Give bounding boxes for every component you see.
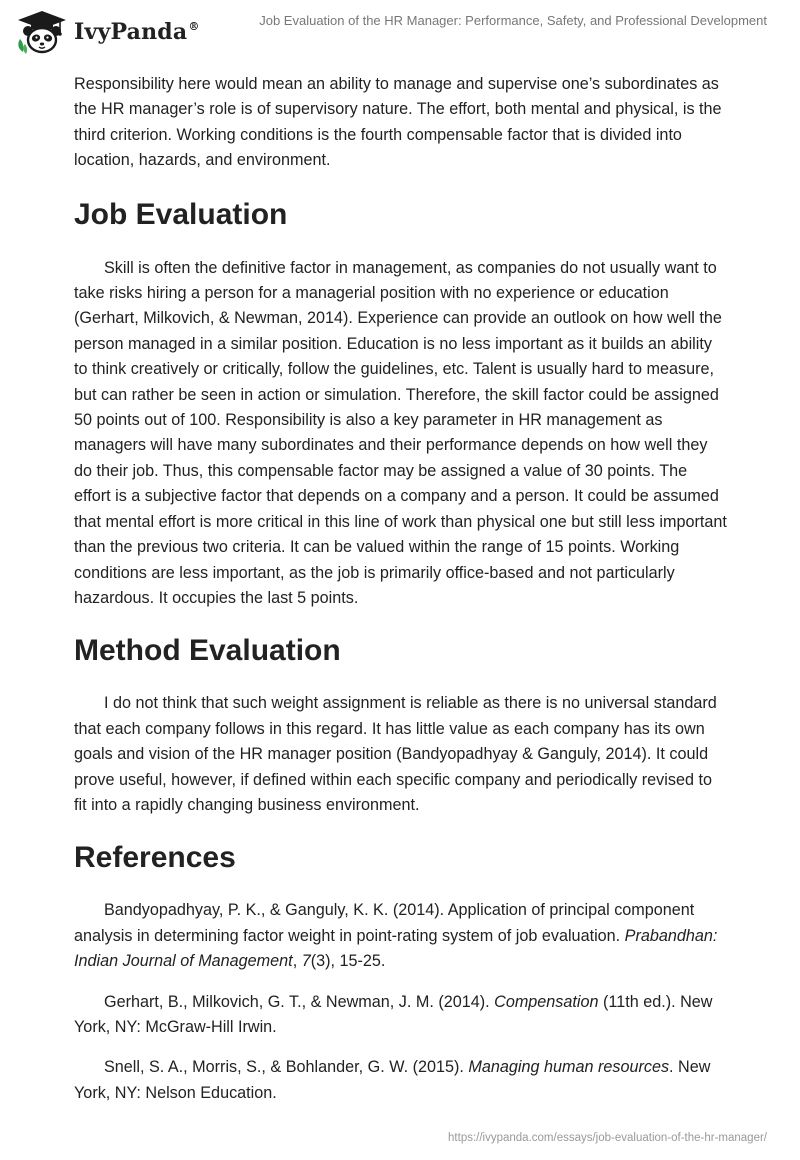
source-url[interactable]: https://ivypanda.com/essays/job-evaluation-of-the-hr-manager/ (448, 1132, 767, 1144)
document-running-title: Job Evaluation of the HR Manager: Performance, Safety, and Professional Development (259, 13, 767, 28)
panda-graduate-icon (14, 9, 70, 55)
ivypanda-logo[interactable] (14, 9, 200, 55)
reference-item: Bandyopadhyay, P. K., & Ganguly, K. K. (2014). Application of principal component analysis in determining factor weight in point-rating system of job evaluation. Prabandhan: Indian Journal of Management, 7(3), 15-25. (74, 901, 718, 971)
essay-content (74, 72, 728, 1121)
references-heading: References (74, 841, 236, 875)
method-evaluation-heading: Method Evaluation (74, 634, 341, 668)
page-header (0, 0, 800, 66)
method-evaluation-paragraph: I do not think that such weight assignment is reliable as there is no universal standard that each company follows in this regard. It has little value as each company has its own goals and vision of the HR manager position (Bandyopadhyay & Ganguly, 2014). It could prove useful, however, if defined within each specific company and periodically revised to fit into a rapidly changing business environment. (74, 694, 717, 814)
reference-item: Snell, S. A., Morris, S., & Bohlander, G. W. (2015). Managing human resources. New York, NY: Nelson Education. (74, 1058, 711, 1102)
job-evaluation-heading: Job Evaluation (74, 197, 288, 231)
logo-text: IvyPanda® (74, 19, 200, 45)
job-evaluation-paragraph: Skill is often the definitive factor in management, as companies do not usually want to take risks hiring a person for a managerial position with no experience or education (Gerhart, Milkovich, & Newman, 2014). Experience can provide an outlook on how well the person managed in a similar position. Education is no less important as it builds an ability to think creatively or critically, follow the guidelines, etc. Talent is usually hard to measure, but can rather be seen in action or simulation. Therefore, the skill factor could be assigned 50 points out of 100. Responsibility is also a key parameter in HR management as managers will have many subordinates and their performance depends on how well they do their job. Thus, this compensable factor may be assigned a value of 30 points. The effort is a subjective factor that depends on a company and a person. It could be assumed that mental effort is more critical in this line of work than physical one but still less important than the previous two criteria. It can be valued within the range of 15 points. Working conditions are less important, as the job is primarily office-based and not particularly hazardous. It occupies the last 5 points. (74, 258, 727, 607)
reference-item: Gerhart, B., Milkovich, G. T., & Newman, J. M. (2014). Compensation (11th ed.). New York, NY: McGraw-Hill Irwin. (74, 992, 713, 1036)
intro-paragraph: Responsibility here would mean an ability to manage and supervise one’s subordinates as the HR manager’s role is of supervisory nature. The effort, both mental and physical, is the third criterion. Working conditions is the fourth compensable factor that is divided into location, hazards, and environment. (74, 75, 722, 170)
